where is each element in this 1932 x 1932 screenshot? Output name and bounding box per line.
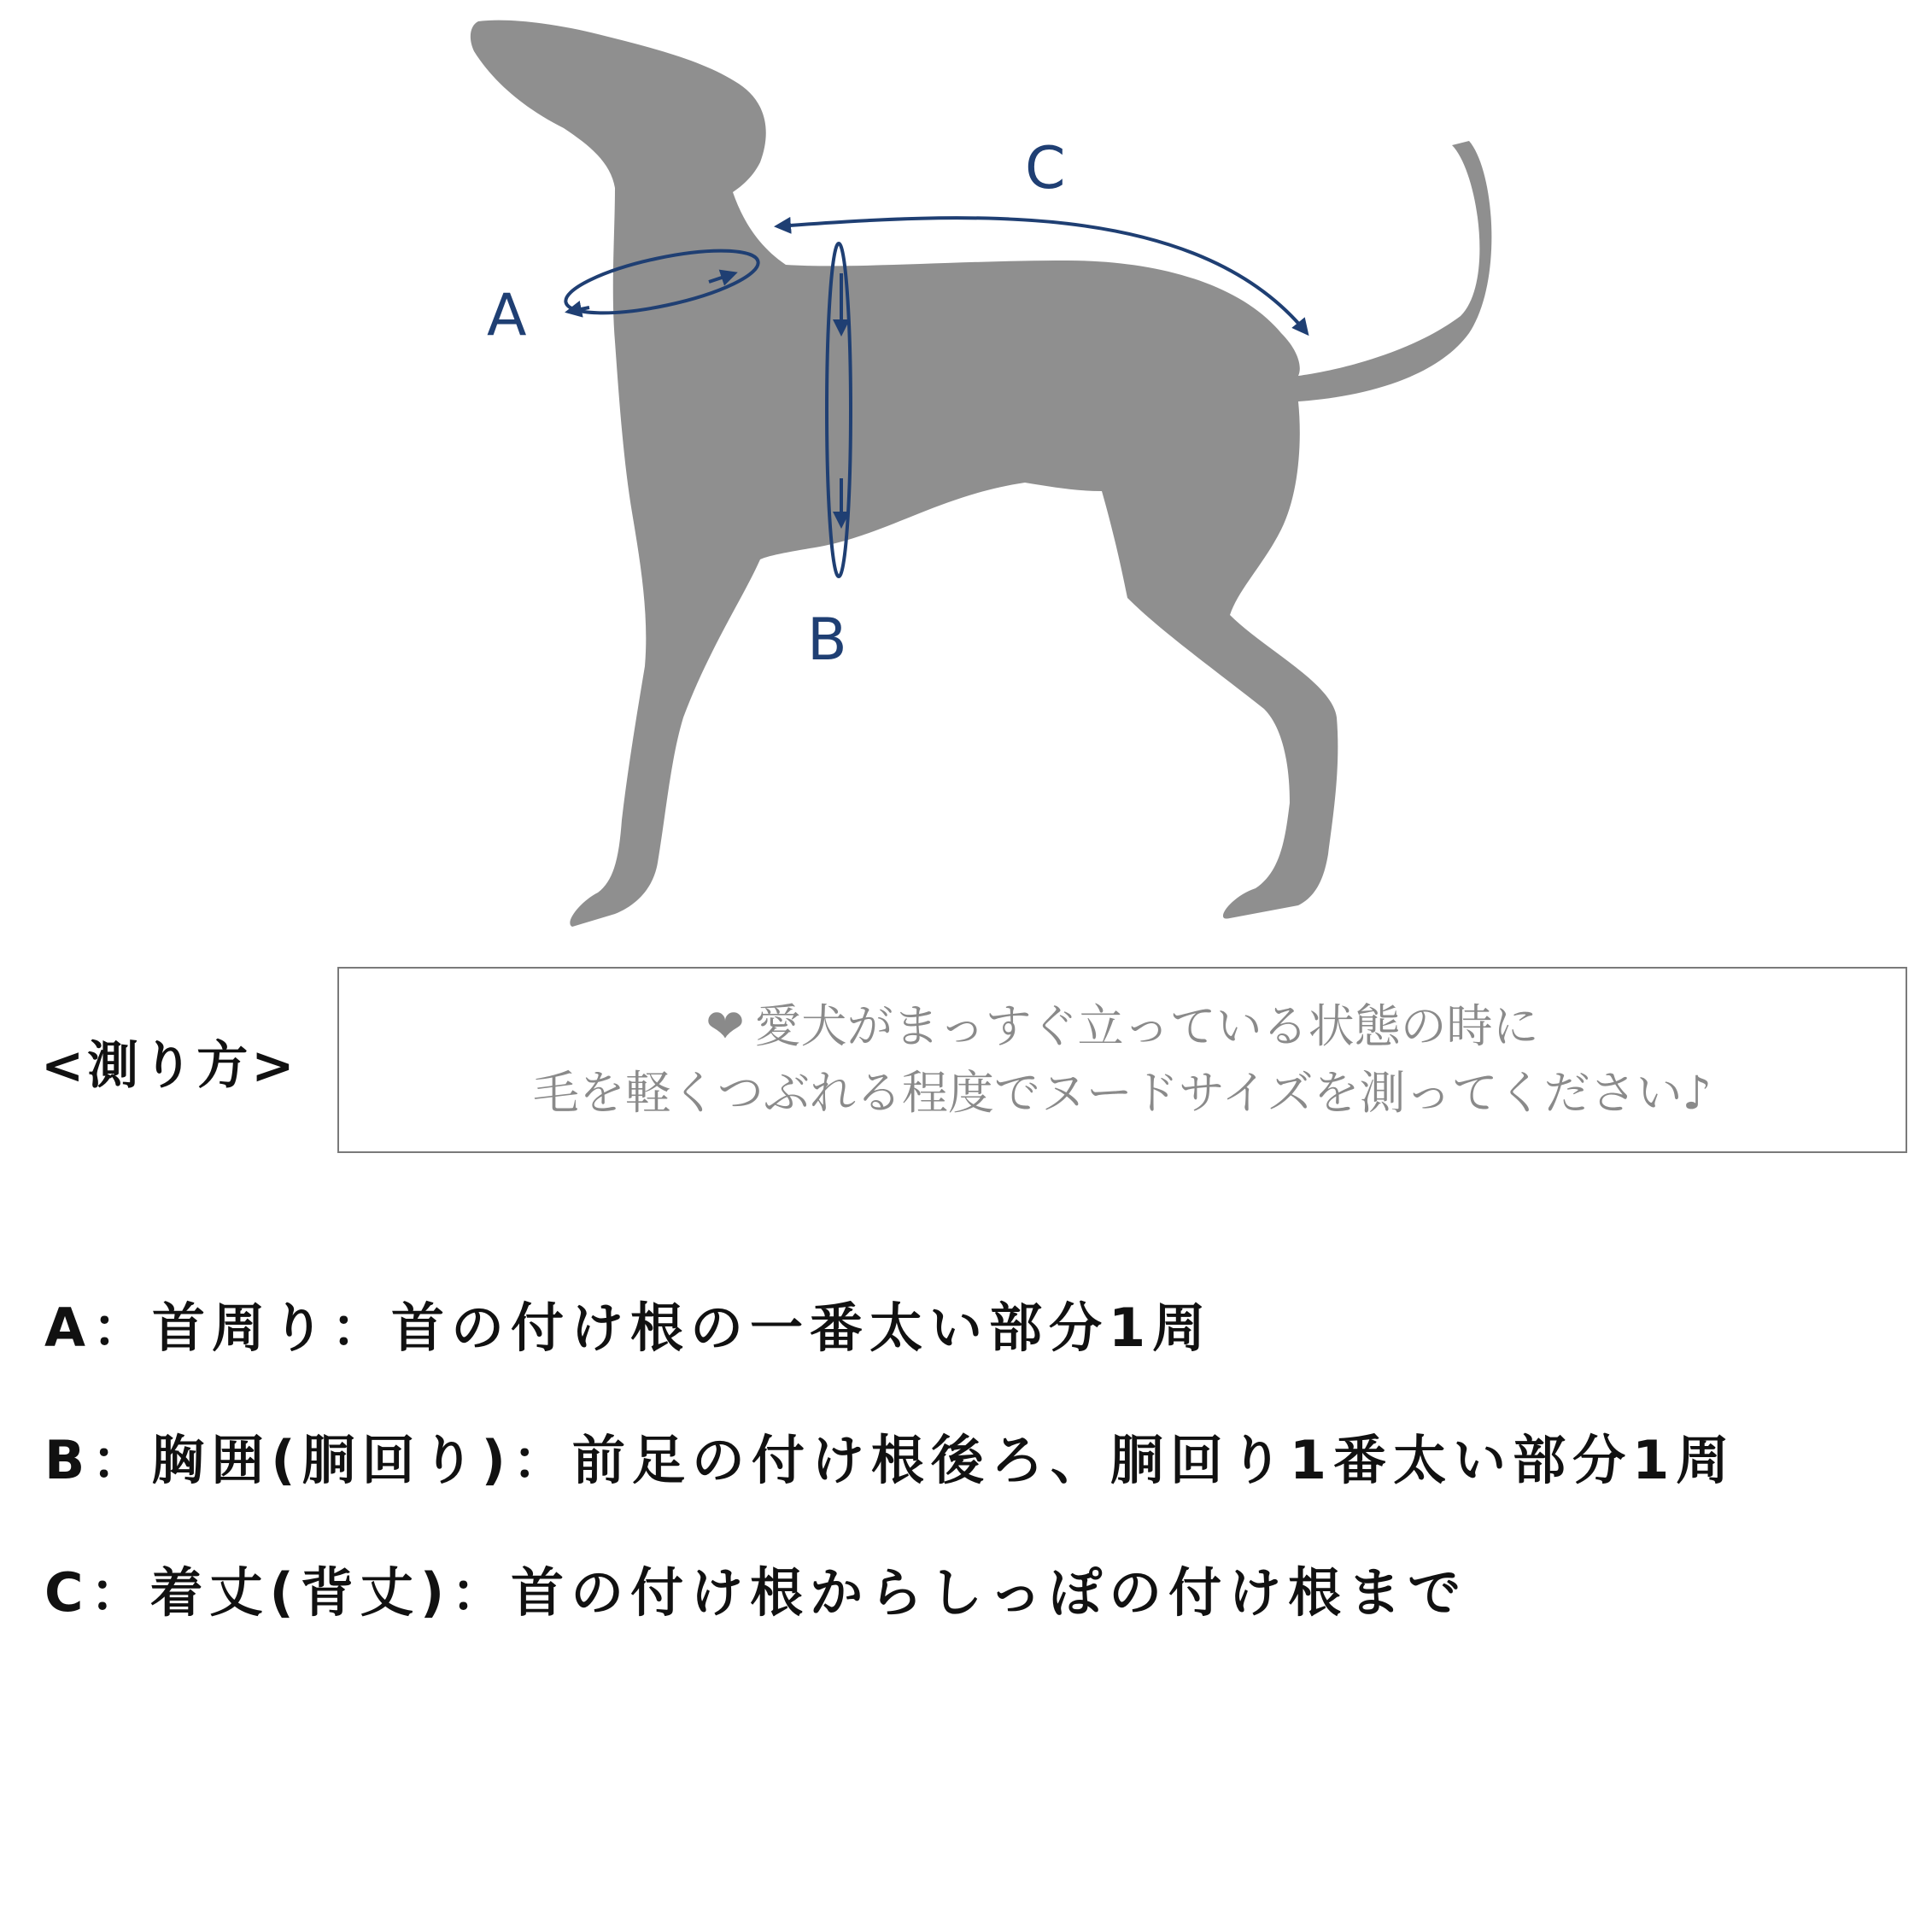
label-b: B (807, 606, 847, 674)
note-box (337, 967, 1907, 1153)
heart-icon: ❤ (705, 999, 745, 1053)
dog-silhouette (471, 20, 1492, 927)
note-line-1 (705, 993, 1538, 1060)
label-a: A (487, 282, 527, 349)
measurement-a: A：首周り：首の付け根の一番太い部分1周 (44, 1297, 1213, 1359)
measurement-c: C：着丈(背丈)：首の付け根からしっぽの付け根まで (44, 1561, 1468, 1624)
dog-measurement-figure (0, 0, 1932, 957)
measurement-b: B：胸囲(胴回り)：前足の付け根後ろ、胴回り1番太い部分1周 (44, 1429, 1736, 1491)
dog-body-shape (471, 20, 1492, 927)
measurement-method-title: <測り方> (41, 1036, 298, 1096)
note-text-1: 愛犬がまっすぐ立っている状態の時に (754, 999, 1539, 1053)
label-c: C (1025, 135, 1066, 202)
note-line-2: 毛を軽くつぶれる程度でヌードサイズを測ってください♪ (532, 1066, 1712, 1120)
